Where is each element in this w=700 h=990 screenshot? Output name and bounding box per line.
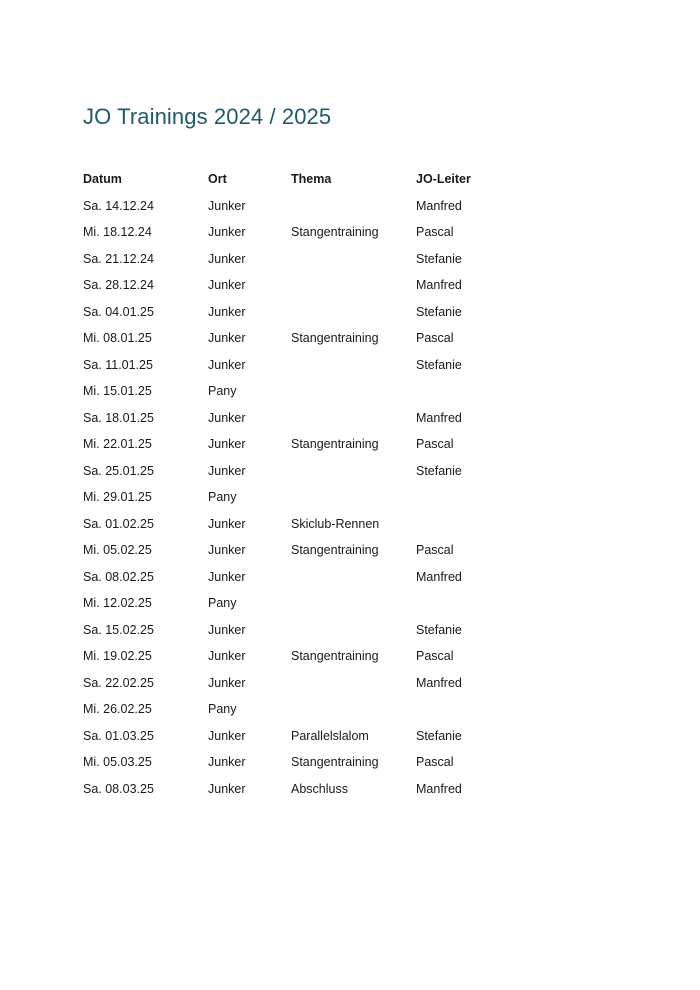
table-row [83, 325, 503, 352]
table-row [83, 193, 503, 220]
cell-date: Mi. 05.03.25 [83, 755, 152, 770]
cell-date: Sa. 28.12.24 [83, 278, 154, 293]
cell-date: Mi. 29.01.25 [83, 490, 152, 505]
table-row [83, 219, 503, 246]
cell-date: Mi. 26.02.25 [83, 702, 152, 717]
cell-place: Junker [208, 410, 246, 425]
cell-date: Mi. 12.02.25 [83, 596, 152, 611]
table-row [83, 590, 503, 617]
cell-topic: Stangentraining [291, 331, 379, 346]
cell-place: Junker [208, 728, 246, 743]
table-row [83, 749, 503, 776]
cell-leader: Manfred [416, 278, 462, 293]
cell-topic: Skiclub-Rennen [291, 516, 380, 531]
cell-date: Sa. 01.03.25 [83, 728, 154, 743]
cell-place: Pany [208, 596, 237, 611]
cell-date: Sa. 15.02.25 [83, 622, 154, 637]
table-row [83, 723, 503, 750]
table-row [83, 643, 503, 670]
cell-leader: Stefanie [416, 622, 462, 637]
table-row [83, 564, 503, 591]
cell-topic [291, 670, 416, 697]
cell-date: Mi. 15.01.25 [83, 384, 152, 399]
cell-place: Junker [208, 357, 246, 372]
cell-date: Mi. 19.02.25 [83, 649, 152, 664]
cell-topic [291, 590, 416, 617]
column-header-topic: Thema [291, 172, 332, 187]
table-row [83, 431, 503, 458]
cell-place: Pany [208, 490, 237, 505]
cell-leader: Manfred [416, 198, 462, 213]
table-row [83, 378, 503, 405]
table-row [83, 299, 503, 326]
cell-place: Junker [208, 622, 246, 637]
table-row [83, 405, 503, 432]
cell-date: Sa. 01.02.25 [83, 516, 154, 531]
table-row [83, 670, 503, 697]
cell-topic: Stangentraining [291, 543, 379, 558]
table-row [83, 484, 503, 511]
table-body [83, 193, 503, 803]
cell-leader [416, 511, 503, 538]
table-header-row [83, 166, 503, 193]
table-row [83, 511, 503, 538]
cell-leader [416, 378, 503, 405]
cell-topic [291, 696, 416, 723]
cell-topic [291, 246, 416, 273]
cell-place: Junker [208, 543, 246, 558]
cell-place: Junker [208, 755, 246, 770]
cell-place: Junker [208, 278, 246, 293]
cell-date: Sa. 21.12.24 [83, 251, 154, 266]
table-row [83, 352, 503, 379]
cell-topic: Abschluss [291, 781, 348, 796]
column-header-leader: JO-Leiter [416, 172, 471, 187]
table-row [83, 272, 503, 299]
page-title: JO Trainings 2024 / 2025 [83, 104, 332, 129]
cell-leader: Stefanie [416, 728, 462, 743]
cell-date: Sa. 22.02.25 [83, 675, 154, 690]
cell-topic [291, 484, 416, 511]
cell-topic [291, 272, 416, 299]
cell-date: Sa. 25.01.25 [83, 463, 154, 478]
cell-topic [291, 193, 416, 220]
cell-leader: Pascal [416, 543, 454, 558]
cell-topic [291, 564, 416, 591]
table-row [83, 617, 503, 644]
cell-date: Mi. 05.02.25 [83, 543, 152, 558]
cell-place: Junker [208, 569, 246, 584]
cell-topic [291, 405, 416, 432]
cell-topic: Stangentraining [291, 649, 379, 664]
cell-leader: Pascal [416, 331, 454, 346]
cell-place: Pany [208, 384, 237, 399]
cell-leader: Manfred [416, 410, 462, 425]
cell-date: Mi. 22.01.25 [83, 437, 152, 452]
cell-place: Junker [208, 437, 246, 452]
cell-topic [291, 617, 416, 644]
cell-place: Junker [208, 781, 246, 796]
cell-leader: Manfred [416, 675, 462, 690]
cell-place: Pany [208, 702, 237, 717]
cell-topic [291, 352, 416, 379]
cell-date: Sa. 11.01.25 [83, 357, 153, 372]
cell-topic: Stangentraining [291, 755, 379, 770]
cell-date: Sa. 04.01.25 [83, 304, 154, 319]
cell-topic [291, 458, 416, 485]
cell-date: Mi. 18.12.24 [83, 225, 152, 240]
cell-date: Sa. 08.02.25 [83, 569, 154, 584]
cell-date: Mi. 08.01.25 [83, 331, 152, 346]
cell-topic [291, 299, 416, 326]
cell-date: Sa. 18.01.25 [83, 410, 154, 425]
training-schedule-table [83, 166, 503, 802]
cell-topic: Parallelslalom [291, 728, 369, 743]
cell-leader: Pascal [416, 755, 454, 770]
cell-topic: Stangentraining [291, 437, 379, 452]
cell-place: Junker [208, 649, 246, 664]
cell-place: Junker [208, 198, 246, 213]
table-row [83, 458, 503, 485]
cell-topic: Stangentraining [291, 225, 379, 240]
cell-place: Junker [208, 516, 246, 531]
cell-leader [416, 484, 503, 511]
table-row [83, 246, 503, 273]
table-row [83, 696, 503, 723]
column-header-date: Datum [83, 172, 122, 187]
cell-leader: Manfred [416, 569, 462, 584]
cell-leader [416, 590, 503, 617]
cell-date: Sa. 08.03.25 [83, 781, 154, 796]
cell-leader: Stefanie [416, 357, 462, 372]
cell-place: Junker [208, 251, 246, 266]
table-row [83, 776, 503, 803]
cell-place: Junker [208, 331, 246, 346]
cell-leader: Manfred [416, 781, 462, 796]
cell-date: Sa. 14.12.24 [83, 198, 154, 213]
cell-place: Junker [208, 463, 246, 478]
cell-topic [291, 378, 416, 405]
cell-place: Junker [208, 225, 246, 240]
cell-leader: Stefanie [416, 463, 462, 478]
cell-leader: Pascal [416, 225, 454, 240]
cell-place: Junker [208, 304, 246, 319]
column-header-place: Ort [208, 172, 227, 187]
cell-leader: Pascal [416, 649, 454, 664]
cell-place: Junker [208, 675, 246, 690]
cell-leader: Pascal [416, 437, 454, 452]
cell-leader [416, 696, 503, 723]
cell-leader: Stefanie [416, 304, 462, 319]
cell-leader: Stefanie [416, 251, 462, 266]
table-row [83, 537, 503, 564]
